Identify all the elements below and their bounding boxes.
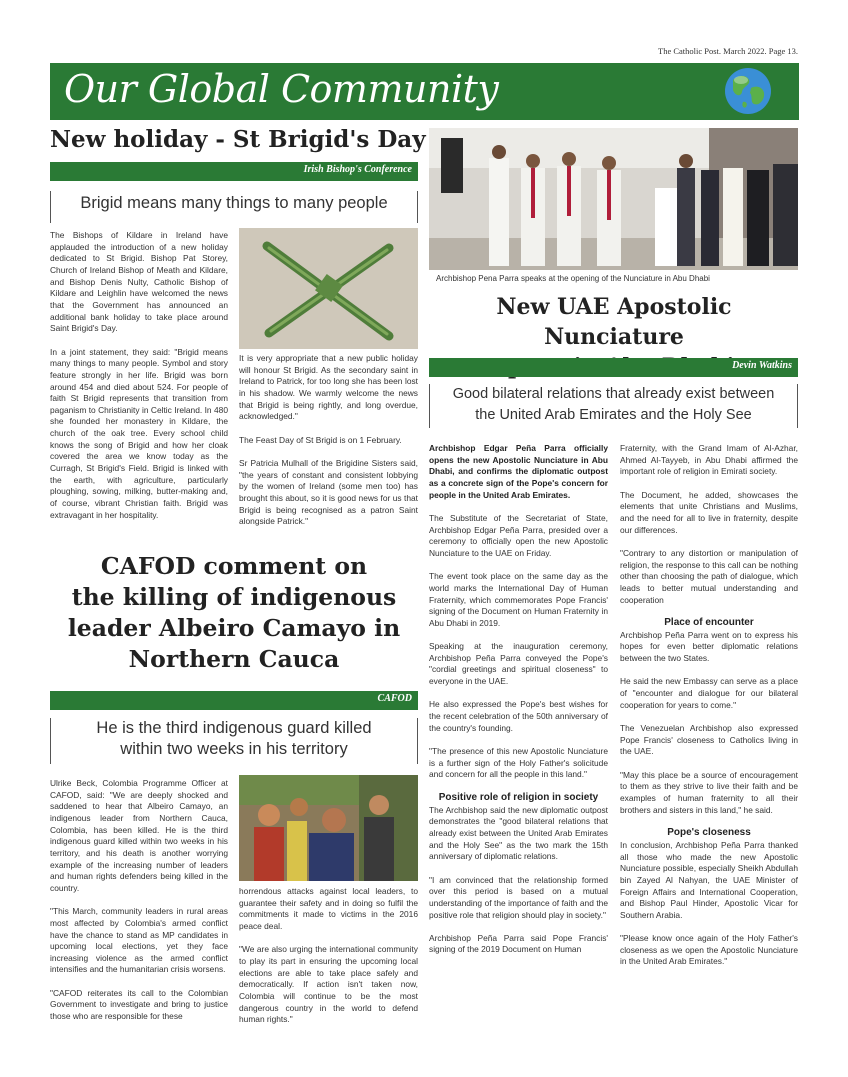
paragraph: "May this place be a source of encouragement to them as they strive to live their faith and be examples of human fraternity to all their brothers and sisters in this land," he said. <box>620 769 798 815</box>
brigid-cross-image <box>239 228 418 349</box>
cafod-col1 <box>50 778 228 1034</box>
globe-icon <box>723 66 773 116</box>
cafod-deck <box>50 718 418 764</box>
cafod-protest-image <box>239 775 418 881</box>
paragraph: "This March, community leaders in rural areas most affected by Colombia's armed conflict have the chance to stand as MP candidates in upcoming local elections, yet they face increasing violence as the armed conflict intensifies and the humanitarian crisis worsens. <box>50 906 228 975</box>
paragraph: The Document, he added, showcases the elements that unite Christians and Muslims, and the need for all to live in fraternity, despite our differences. <box>620 489 798 535</box>
cafod-col2 <box>239 886 418 1038</box>
uae-col1 <box>429 443 608 968</box>
cafod-headline-line: the killing of indigenous <box>71 583 397 611</box>
cafod-deck-line: He is the third indigenous guard killed <box>96 719 372 737</box>
subheading: Place of encounter <box>664 617 754 629</box>
cafod-headline-line: Northern Cauca <box>128 645 340 673</box>
paragraph: Speaking at the inauguration ceremony, Archbishop Peña Parra conveyed the Pope's "cordial greetings and spiritual closeness" to everyone in the UAE. <box>429 641 608 687</box>
paragraph: "I am convinced that the relationship formed over this period is based on a mutual understanding of the importance of faith and the positive role that religion should play in society." <box>429 874 608 920</box>
uae-deck-line: Good bilateral relations that already exist between <box>452 386 775 402</box>
paragraph: The Substitute of the Secretariat of State, Archbishop Edgar Peña Parra, presided over a ceremony to officially open the new Apostolic Nunciature to the UAE on Friday. <box>429 512 608 558</box>
paragraph: The Venezuelan Archbishop also expressed Pope Francis' closeness to Catholics living in the UAE. <box>620 723 798 757</box>
brigid-col1 <box>50 230 228 533</box>
cafod-source: CAFOD <box>377 693 412 704</box>
paragraph: Fraternity, with the Grand Imam of Al-Azhar, Ahmed Al-Tayyeb, in Abu Dhabi affirmed the important role of religion in Emirati society. <box>620 443 798 477</box>
cafod-headline-line: leader Albeiro Camayo in <box>67 614 401 642</box>
brigid-source: Irish Bishop's Conference <box>303 164 412 175</box>
uae-headline-line: New UAE Apostolic Nunciature <box>496 294 732 350</box>
brigid-deck <box>50 191 418 223</box>
subheading: Pope's closeness <box>667 827 751 839</box>
page-header: The Catholic Post. March 2022. Page 13. <box>658 46 798 56</box>
paragraph: horrendous attacks against local leaders, to guarantee their safety and in doing so fulfil the commitments it made to victims in the 2016 peace deal. <box>239 886 418 931</box>
brigid-source-bar <box>50 162 418 181</box>
section-title: Our Global Community <box>64 67 499 111</box>
paragraph: "Contrary to any distortion or manipulation of religion, the response to this call can be nothing other than choosing the path of dialogue, which leads to better mutual understanding and cooperation <box>620 547 798 605</box>
section-banner <box>50 63 799 120</box>
cafod-protest-photo <box>239 775 418 881</box>
paragraph: In conclusion, Archbishop Peña Parra thanked all those who made the new Apostolic Nunciature possible, especially Sheikh Abdullah bin Zayed Al Nahyan, the UAE Minister of Foreign Affairs and International Cooperation, and Bishop Paul Hinder, Apostolic Vicar for Southern Arabia. <box>620 839 798 920</box>
paragraph: Ulrike Beck, Colombia Programme Officer at CAFOD, said: "We are deeply shocked and saddened to hear that Albeiro Camayo, an indigenous leader from Northern Cauca, Colombia, has been killed. He is the third indigenous guard killed within two weeks in his territory, and his death is another worrying example of the increasing number of leaders and human rights defenders being killed in the country. <box>50 778 228 893</box>
paragraph: The Feast Day of St Brigid is on 1 February. <box>239 434 402 445</box>
cafod-headline-line: CAFOD comment on <box>100 552 368 580</box>
paragraph: He also expressed the Pope's best wishes for the recent celebration of the 50th anniversary of the country's founding. <box>429 699 608 733</box>
cafod-deck-line: within two weeks in his territory <box>120 740 348 758</box>
brigid-col2 <box>239 353 418 539</box>
paragraph: "CAFOD reiterates its call to the Colombian Government to investigate and bring to justice those who are responsible for these <box>50 987 228 1022</box>
paragraph: Archbishop Peña Parra said Pope Francis' signing of the 2019 Document on Human <box>429 932 608 955</box>
uae-source: Devin Watkins <box>732 360 792 371</box>
cafod-source-bar <box>50 691 418 710</box>
paragraph: The Archbishop said the new diplomatic outpost demonstrates the "good bilateral relations that already exist between the United Arab Emirates and the Holy See" as the two mark the 15th anniversary of diplomatic relations. <box>429 804 608 862</box>
paragraph: Sr Patricia Mulhall of the Brigidine Sisters said, "the years of constant and consistent lobbying by the women of Ireland (some men too) has brought this about, so it is good news for us that Brigid is being recognised as a patron Saint alongside Patrick." <box>239 457 418 527</box>
paragraph: In a joint statement, they said: "Brigid means many things to many people. Symbol and story feature strongly in her life. Brigid was born around 454 and died about 524. For people of faith St Brigid represents that transition from paganism to Christianity in Celtic Ireland. In 480 she founded her monastery in Kildare, the church of the oak tree. Every school child knows the song of Brigid and how her cloak covered the area we know today as the Curragh, St Brigid's Field. Brigid is linked with the earth, with agriculture, particularly ploughing, sowing, milking, butter-making and, of course, vibrant Christian faith. Brigid was extravagant in her hospitality. <box>50 346 228 520</box>
uae-photo <box>429 128 798 270</box>
lead-paragraph: Archbishop Edgar Peña Parra officially opens the new Apostolic Nunciature in Abu Dhabi, and confirms the diplomatic outpost as a concrete sign of the Pope's concern for people in the United Arab Emirates. <box>429 443 608 500</box>
cafod-headline <box>50 551 418 675</box>
uae-source-bar <box>429 358 798 377</box>
uae-photo-caption: Archbishop Pena Parra speaks at the opening of the Nunciature in Abu Dhabi <box>436 274 710 283</box>
brigid-headline: New holiday - St Brigid's Day <box>50 126 426 153</box>
brigid-deck-text: Brigid means many things to many people <box>80 194 388 212</box>
uae-ceremony-image <box>429 128 798 270</box>
uae-col2 <box>620 443 798 980</box>
paragraph: "The presence of this new Apostolic Nunciature is a further sign of the Holy Father's solicitude and concern for all the people in this land." <box>429 745 608 780</box>
paragraph: "We are also urging the international community to play its part in ensuring the upcoming local elections are able to take place safely and democratically. If action isn't taken now, Colombia will continue to be the most dangerous country in the world to defend human rights." <box>239 944 418 1025</box>
uae-deck <box>429 384 798 428</box>
paragraph: "Please know once again of the Holy Father's closeness as we open the Apostolic Nunciature in the United Arab Emirates." <box>620 933 798 967</box>
paragraph: Archbishop Peña Parra went on to express his hopes for even better diplomatic relations between the two States. <box>620 629 798 664</box>
uae-deck-line: the United Arab Emirates and the Holy See <box>475 407 752 423</box>
brigid-cross-photo <box>239 228 418 349</box>
paragraph: The event took place on the same day as the world marks the International Day of Human Fraternity, which commemorates Pope Francis' signing of the Document on Human Fraternity in Abu Dhabi in 2019. <box>429 571 608 628</box>
paragraph: He said the new Embassy can serve as a place of "encounter and dialogue for our bilateral cooperation for years to come." <box>620 676 798 710</box>
paragraph: The Bishops of Kildare in Ireland have applauded the introduction of a new holiday dedicated to St Brigid. Bishop Pat Storey, Church of Ireland Bishop of Meath and Kildare, and Bishop Denis Nulty, Catholic Bishop of Kildare and Leighlin have welcomed the news that the Government has announced an additional bank holiday to take place around Saint Brigid's Day. <box>50 230 228 334</box>
subheading: Positive role of religion in society <box>438 791 599 803</box>
paragraph: It is very appropriate that a new public holiday will honour St Brigid. As the secondary saint in Ireland to Patrick, for too long she has been lost in his shadow. We warmly welcome the news that Brigid is being rightly, and long overdue, acknowledged." <box>239 353 418 422</box>
